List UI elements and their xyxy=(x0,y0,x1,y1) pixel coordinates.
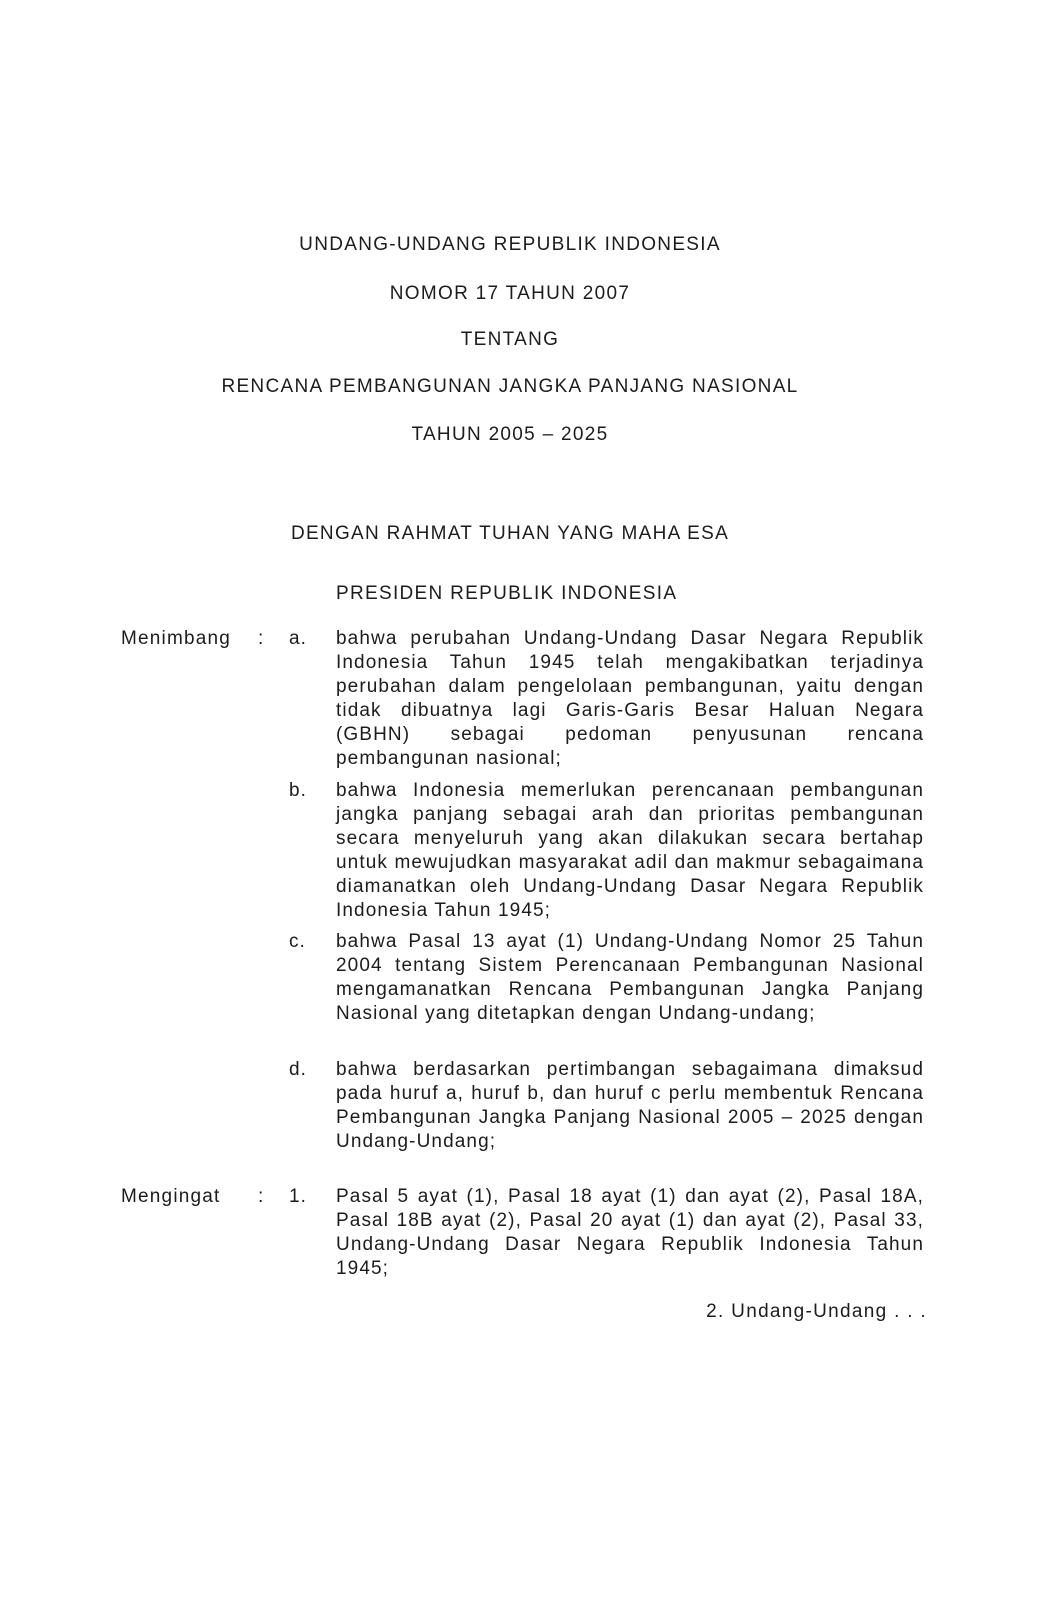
menimbang-item-d: bahwa berdasarkan pertimbangan sebagaimana dimaksud pada huruf a, huruf b, dan huruf c perlu membentuk Rencana Pembangunan Jangka Panjang Nasional 2005 – 2025 dengan Undang-Undang; xyxy=(336,1059,924,1152)
menimbang-marker-a: a. xyxy=(289,628,307,649)
law-subject: RENCANA PEMBANGUNAN JANGKA PANJANG NASIONAL xyxy=(221,376,799,397)
tentang-heading: TENTANG xyxy=(460,329,560,350)
blessing-line: DENGAN RAHMAT TUHAN YANG MAHA ESA xyxy=(290,523,730,544)
menimbang-item-c: bahwa Pasal 13 ayat (1) Undang-Undang Nomor 25 Tahun 2004 tentang Sistem Perencanaan Pembangunan Nasional mengamanatkan Rencana Pembangunan Jangka Panjang Nasional yang ditetapkan dengan Undang-undang; xyxy=(336,931,924,1024)
menimbang-item-b: bahwa Indonesia memerlukan perencanaan pembangunan jangka panjang sebagai arah dan prioritas pembangunan secara menyeluruh yang akan dilakukan secara bertahap untuk mewujudkan masyarakat adil dan makmur sebagaimana diamanatkan oleh Undang-Undang Dasar Negara Republik Indonesia Tahun 1945; xyxy=(336,780,924,921)
menimbang-colon: : xyxy=(258,628,264,649)
mengingat-item-1: Pasal 5 ayat (1), Pasal 18 ayat (1) dan ayat (2), Pasal 18A, Pasal 18B ayat (2), Pasal 20 ayat (1) dan ayat (2), Pasal 33, Undang-Undang Dasar Negara Republik Indonesia Tahun 1945; xyxy=(336,1186,924,1279)
mengingat-marker-1: 1. xyxy=(289,1186,307,1207)
page-continuation: 2. Undang-Undang . . . xyxy=(706,1301,927,1322)
menimbang-marker-c: c. xyxy=(289,931,306,952)
law-period: TAHUN 2005 – 2025 xyxy=(411,424,609,445)
president-heading: PRESIDEN REPUBLIK INDONESIA xyxy=(336,583,678,604)
law-number: NOMOR 17 TAHUN 2007 xyxy=(389,283,631,304)
menimbang-marker-b: b. xyxy=(289,780,307,801)
mengingat-colon: : xyxy=(258,1186,264,1207)
menimbang-marker-d: d. xyxy=(289,1059,307,1080)
menimbang-label: Menimbang xyxy=(121,628,232,649)
mengingat-label: Mengingat xyxy=(121,1186,221,1207)
law-title: UNDANG-UNDANG REPUBLIK INDONESIA xyxy=(299,234,721,255)
menimbang-item-a: bahwa perubahan Undang-Undang Dasar Negara Republik Indonesia Tahun 1945 telah mengakibatkan terjadinya perubahan dalam pengelolaan pembangunan, yaitu dengan tidak dibuatnya lagi Garis-Garis Besar Haluan Negara (GBHN) sebagai pedoman penyusunan rencana pembangunan nasional; xyxy=(336,628,924,769)
